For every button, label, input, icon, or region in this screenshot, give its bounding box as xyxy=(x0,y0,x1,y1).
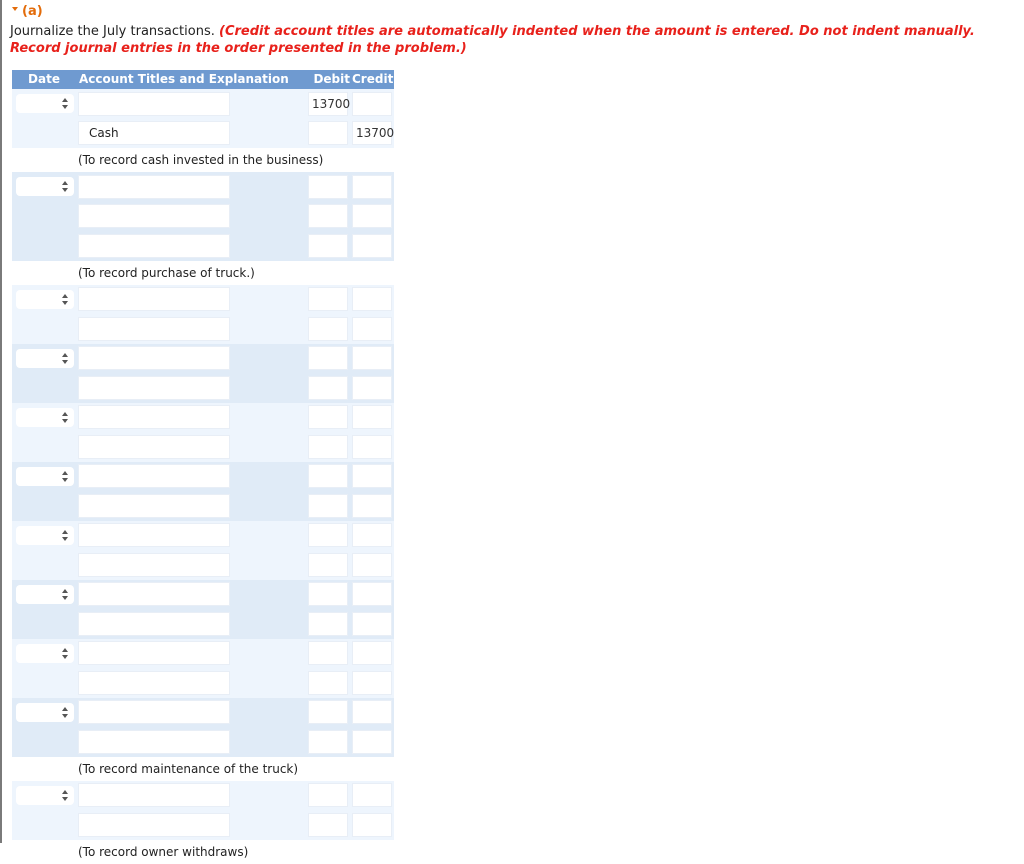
date-cell xyxy=(12,172,78,201)
credit-input[interactable] xyxy=(352,317,392,341)
account-title-input[interactable] xyxy=(78,346,230,370)
account-title-input[interactable] xyxy=(78,523,230,547)
credit-input[interactable] xyxy=(352,464,392,488)
journal-row xyxy=(12,314,394,344)
credit-input[interactable] xyxy=(352,287,392,311)
date-select[interactable] xyxy=(16,290,74,309)
row-gap xyxy=(230,810,308,839)
debit-input[interactable] xyxy=(308,813,348,837)
journal-row xyxy=(12,119,394,149)
row-gap xyxy=(230,314,308,343)
journal-row xyxy=(12,781,394,811)
credit-input[interactable] xyxy=(352,730,392,754)
entry-explanation: (To record purchase of truck.) xyxy=(12,261,394,285)
account-title-input[interactable] xyxy=(78,582,230,606)
journal-header xyxy=(12,70,394,89)
select-updown-icon xyxy=(62,181,68,192)
header-credit: Credit xyxy=(352,72,394,86)
journal-row xyxy=(12,403,394,433)
row-gap xyxy=(230,668,308,697)
journal-row xyxy=(12,202,394,232)
select-updown-icon xyxy=(62,98,68,109)
account-title-input[interactable] xyxy=(78,376,230,400)
journal-row xyxy=(12,285,394,315)
row-gap xyxy=(230,727,308,756)
row-gap xyxy=(230,344,308,373)
row-gap xyxy=(230,172,308,201)
part-header[interactable] xyxy=(12,4,43,19)
date-cell xyxy=(12,373,78,402)
debit-input[interactable] xyxy=(308,671,348,695)
date-cell xyxy=(12,403,78,432)
journal-entries xyxy=(12,89,394,864)
debit-input[interactable] xyxy=(308,730,348,754)
journal-entry xyxy=(12,403,394,462)
date-cell xyxy=(12,698,78,727)
credit-input[interactable] xyxy=(352,405,392,429)
date-cell xyxy=(12,314,78,343)
journal-row xyxy=(12,521,394,551)
row-gap xyxy=(230,580,308,609)
row-gap xyxy=(230,462,308,491)
debit-input[interactable] xyxy=(308,435,348,459)
row-gap xyxy=(230,231,308,260)
debit-input[interactable] xyxy=(308,405,348,429)
date-cell xyxy=(12,462,78,491)
instructions-note: (Credit account titles are automatically indented when the amount is entered. Do not indent manually. Record journal entries in the order presented in the problem.) xyxy=(10,24,975,56)
journal-row xyxy=(12,580,394,610)
account-title-input[interactable] xyxy=(78,287,230,311)
journal-entry xyxy=(12,462,394,521)
debit-input[interactable] xyxy=(308,376,348,400)
row-gap xyxy=(230,403,308,432)
account-title-input[interactable] xyxy=(78,612,230,636)
date-cell xyxy=(12,521,78,550)
date-select[interactable] xyxy=(16,349,74,368)
journal-row xyxy=(12,462,394,492)
part-label: (a) xyxy=(22,4,43,19)
select-updown-icon xyxy=(62,353,68,364)
journal-row xyxy=(12,609,394,639)
date-cell xyxy=(12,580,78,609)
journal-row xyxy=(12,698,394,728)
header-account: Account Titles and Explanation xyxy=(79,72,289,86)
journal-entry xyxy=(12,89,394,172)
select-updown-icon xyxy=(62,707,68,718)
credit-input[interactable] xyxy=(352,376,392,400)
journal-table xyxy=(12,70,394,864)
credit-input[interactable] xyxy=(352,612,392,636)
credit-input[interactable] xyxy=(352,700,392,724)
debit-input[interactable] xyxy=(308,464,348,488)
journal-row xyxy=(12,344,394,374)
date-cell xyxy=(12,432,78,461)
date-cell xyxy=(12,609,78,638)
row-gap xyxy=(230,550,308,579)
date-cell xyxy=(12,491,78,520)
account-title-input[interactable] xyxy=(78,435,230,459)
debit-input[interactable]: 13700 xyxy=(308,92,348,116)
instructions-lead: Journalize the July transactions. xyxy=(10,24,215,39)
select-updown-icon xyxy=(62,530,68,541)
journal-row xyxy=(12,550,394,580)
date-cell xyxy=(12,89,78,118)
account-title-input[interactable] xyxy=(78,405,230,429)
journal-row xyxy=(12,491,394,521)
debit-input[interactable] xyxy=(308,121,348,145)
account-title-input[interactable] xyxy=(78,783,230,807)
date-select[interactable] xyxy=(16,703,74,722)
credit-input[interactable] xyxy=(352,813,392,837)
date-select[interactable] xyxy=(16,644,74,663)
account-title-input[interactable] xyxy=(78,234,230,258)
debit-input[interactable] xyxy=(308,234,348,258)
date-select[interactable] xyxy=(16,526,74,545)
date-cell xyxy=(12,727,78,756)
credit-input[interactable] xyxy=(352,92,392,116)
credit-input[interactable] xyxy=(352,204,392,228)
journal-entry xyxy=(12,781,394,864)
date-select[interactable] xyxy=(16,585,74,604)
credit-input[interactable] xyxy=(352,234,392,258)
account-title-input[interactable] xyxy=(78,175,230,199)
journal-row xyxy=(12,432,394,462)
left-border xyxy=(0,0,2,843)
select-updown-icon xyxy=(62,471,68,482)
date-cell xyxy=(12,810,78,839)
select-updown-icon xyxy=(62,648,68,659)
account-title-input[interactable] xyxy=(78,730,230,754)
journal-entry xyxy=(12,580,394,639)
account-title-input[interactable] xyxy=(78,641,230,665)
journal-row xyxy=(12,810,394,840)
credit-input[interactable] xyxy=(352,175,392,199)
row-gap xyxy=(230,609,308,638)
debit-input[interactable] xyxy=(308,700,348,724)
credit-input[interactable] xyxy=(352,582,392,606)
credit-input[interactable] xyxy=(352,641,392,665)
date-cell xyxy=(12,202,78,231)
account-title-input[interactable] xyxy=(78,204,230,228)
credit-input[interactable] xyxy=(352,435,392,459)
account-title-input[interactable]: Cash xyxy=(78,121,230,145)
header-debit: Debit xyxy=(313,72,350,86)
row-gap xyxy=(230,432,308,461)
entry-explanation: (To record cash invested in the business) xyxy=(12,148,394,172)
date-cell xyxy=(12,231,78,260)
credit-input[interactable]: 13700 xyxy=(352,121,392,145)
entry-explanation: (To record maintenance of the truck) xyxy=(12,757,394,781)
row-gap xyxy=(230,521,308,550)
journal-entry xyxy=(12,698,394,781)
journal-entry xyxy=(12,344,394,403)
account-title-input[interactable] xyxy=(78,317,230,341)
date-select[interactable] xyxy=(16,786,74,805)
journal-entry xyxy=(12,172,394,285)
journal-row xyxy=(12,89,394,119)
account-title-input[interactable] xyxy=(78,671,230,695)
account-title-input[interactable] xyxy=(78,92,230,116)
select-updown-icon xyxy=(62,790,68,801)
date-cell xyxy=(12,668,78,697)
debit-input[interactable] xyxy=(308,582,348,606)
debit-input[interactable] xyxy=(308,175,348,199)
select-updown-icon xyxy=(62,589,68,600)
row-gap xyxy=(230,373,308,402)
row-gap xyxy=(230,119,308,148)
row-gap xyxy=(230,698,308,727)
credit-input[interactable] xyxy=(352,671,392,695)
account-title-input[interactable] xyxy=(78,700,230,724)
date-cell xyxy=(12,781,78,810)
debit-input[interactable] xyxy=(308,783,348,807)
select-updown-icon xyxy=(62,294,68,305)
date-cell xyxy=(12,639,78,668)
journal-row xyxy=(12,231,394,261)
row-gap xyxy=(230,781,308,810)
instructions xyxy=(10,23,1015,57)
date-select[interactable] xyxy=(16,467,74,486)
row-gap xyxy=(230,285,308,314)
journal-row xyxy=(12,727,394,757)
select-updown-icon xyxy=(62,412,68,423)
journal-row xyxy=(12,373,394,403)
debit-input[interactable] xyxy=(308,523,348,547)
date-select[interactable] xyxy=(16,94,74,113)
debit-input[interactable] xyxy=(308,553,348,577)
credit-input[interactable] xyxy=(352,494,392,518)
account-title-input[interactable] xyxy=(78,553,230,577)
date-cell xyxy=(12,285,78,314)
row-gap xyxy=(230,491,308,520)
date-cell xyxy=(12,344,78,373)
journal-entry xyxy=(12,285,394,344)
row-gap xyxy=(230,639,308,668)
journal-row xyxy=(12,668,394,698)
row-gap xyxy=(230,89,308,118)
credit-input[interactable] xyxy=(352,523,392,547)
credit-input[interactable] xyxy=(352,553,392,577)
date-select[interactable] xyxy=(16,177,74,196)
debit-input[interactable] xyxy=(308,317,348,341)
collapse-caret-icon[interactable] xyxy=(12,7,18,11)
debit-input[interactable] xyxy=(308,287,348,311)
debit-input[interactable] xyxy=(308,612,348,636)
journal-row xyxy=(12,639,394,669)
credit-input[interactable] xyxy=(352,346,392,370)
journal-entry xyxy=(12,521,394,580)
debit-input[interactable] xyxy=(308,204,348,228)
account-title-input[interactable] xyxy=(78,494,230,518)
account-title-input[interactable] xyxy=(78,813,230,837)
debit-input[interactable] xyxy=(308,641,348,665)
date-cell xyxy=(12,550,78,579)
header-date: Date xyxy=(28,72,60,86)
row-gap xyxy=(230,202,308,231)
entry-explanation: (To record owner withdraws) xyxy=(12,840,394,864)
date-cell xyxy=(12,119,78,148)
debit-input[interactable] xyxy=(308,346,348,370)
journal-entry xyxy=(12,639,394,698)
debit-input[interactable] xyxy=(308,494,348,518)
credit-input[interactable] xyxy=(352,783,392,807)
journal-row xyxy=(12,172,394,202)
date-select[interactable] xyxy=(16,408,74,427)
account-title-input[interactable] xyxy=(78,464,230,488)
